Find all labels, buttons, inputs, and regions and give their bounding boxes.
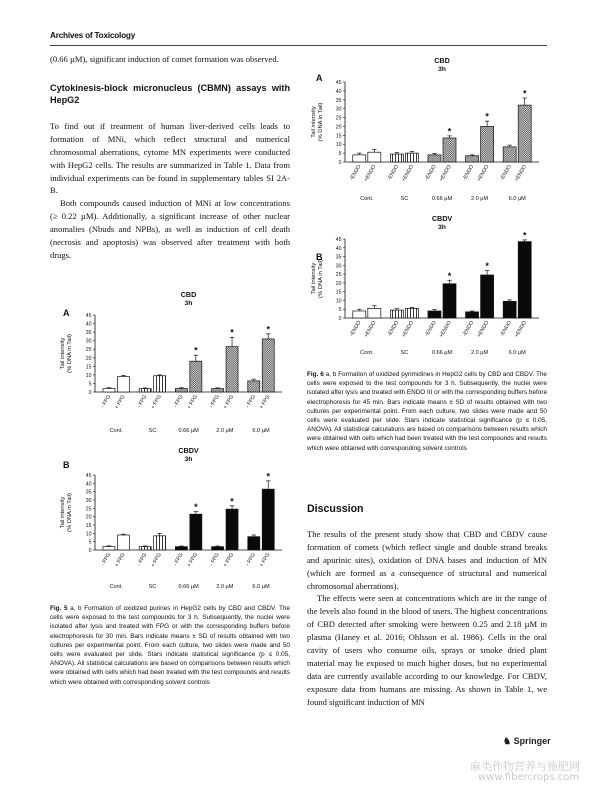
fig5b-bar-label-7: + FPG: [222, 552, 236, 569]
fig6a-bar-9: [518, 105, 531, 162]
fig6b-star-7: *: [485, 261, 489, 272]
fig5a-group-label-3: 2.0 µM: [216, 428, 234, 434]
fig5a-bar-4: [175, 389, 187, 392]
fig5b-ytick-label-7: 35: [85, 489, 92, 496]
fig6b-star-5: *: [447, 270, 452, 281]
fig5a-group-label-4: 6.0 µM: [252, 428, 270, 434]
fig5a-group-label-1: SC: [148, 428, 157, 434]
fig5a-ytick-label-0: 0: [88, 390, 92, 396]
fig6-caption: [307, 370, 547, 453]
fig5b-bar-label-3: + FPG: [150, 552, 163, 569]
fig5b-bar-0: [103, 547, 115, 550]
fig6b-bar-0: [353, 311, 366, 318]
fig5a-panel-label: A: [63, 308, 70, 318]
fig5b-bar-label-4: - FPG: [172, 552, 185, 567]
fig6a-ytick-label-0: 0: [338, 160, 342, 166]
fig5a-ytick-label-3: 15: [85, 364, 92, 371]
fig5b-bar-label-6: - FPG: [208, 552, 221, 567]
fig5b-group-label-4: 6.0 µM: [252, 584, 270, 590]
fig6b-ytick-label-9: 45: [335, 237, 342, 243]
fig5b-star-5: *: [194, 502, 198, 513]
fig5b-group-label-0: Cont.: [109, 584, 123, 590]
fig6a-bar-6: [466, 156, 479, 162]
springer-label: Springer: [513, 736, 551, 746]
fig6a-ylabel-line2: (% DNA in Tail): [318, 102, 324, 142]
fig6a-bar-8: [503, 147, 516, 162]
fig5b-ytick-label-0: 0: [88, 548, 92, 554]
fig6a-bar-0: [353, 155, 366, 162]
fig6a-subtitle: 3h: [438, 66, 446, 73]
fig6a-bar-label-0: -ENDO: [348, 164, 363, 182]
fig6a-group-label-2: 0.66 µM: [431, 196, 453, 202]
fig6b-bar-label-0: -ENDO: [348, 320, 363, 338]
fig6a-ytick-label-9: 45: [335, 80, 342, 86]
fig6b-bar-9: [518, 242, 531, 318]
fig6b-bar-label-8: -ENDO: [499, 320, 513, 338]
fig5b-ytick-label-4: 20: [85, 514, 92, 521]
fig6b-group-label-2: 0.66 µM: [431, 350, 453, 356]
fig6a-bar-label-3: +ENDO: [400, 164, 416, 183]
fig6-caption-label: Fig. 6: [307, 371, 324, 378]
fig6b-ytick-label-7: 35: [335, 254, 342, 261]
fig5a-ytick-label-2: 10: [85, 372, 92, 379]
discussion-title: Discussion: [307, 503, 364, 515]
fig6-caption-text: a, b Formation of oxidized pyrimidines in HepG2 cells by CBD and CBDV. The cells were exposed to the test compounds for 3 h. Subsequently, the nuclei were isolated after lysis and treated with ENDO III or with the corresponding buffers before electrophoresis for 45 min. Bars indicate means ± SD of results obtained with two cultures per experimental point. From each culture, two slides were made and 50 cells were evaluated per slide. Stars indicate statistical significance (p ≤ 0.05, ANOVA). All statistical calculations are based on comparisons between results which were obtained with cells which had been treated with the test compounds and results which were obtained with corresponding solvent controls: [307, 371, 548, 452]
fig6b-ylabel-line1: Tail intensity: [311, 262, 317, 295]
fig5a-ytick-label-9: 45: [85, 313, 92, 319]
fig5b-ylabel-line2: (% DNA in Tail): [67, 493, 73, 532]
fig6a-bar-7: [481, 126, 494, 162]
left-column-text: [50, 53, 290, 262]
fig5a-bar-label-9: + FPG: [258, 394, 272, 411]
fig5a-ytick-label-4: 20: [85, 355, 92, 362]
fig5b-ytick-label-6: 30: [85, 498, 92, 504]
fig5-caption-text: a, b Formation of oxidized purines in HepG2 cells by CBD and CBDV. The cells were exposed to the test compounds for 3 h. Subsequently, the nuclei were isolated after lysis and treated with FPG or with the corresponding buffers before electrophoresis for 30 min. Bars indicate means ± SD of results obtained with two cultures per experimental point. From each culture, two slides were made and 50 cells were evaluated per slide. Stars indicate statistical significance (p ≤ 0.05, ANOVA). All statistical calculations are based on comparisons between results which were obtained with cells which had been treated with the test compounds and results which were obtained with corresponding solvent controls: [50, 605, 290, 686]
fig5a-bar-label-3: + FPG: [150, 394, 163, 411]
fig6b-bar-label-3: +ENDO: [400, 320, 416, 339]
fig5a-bar-9: [262, 339, 274, 392]
fig5b-bar-1: [117, 535, 129, 550]
fig5a-subtitle: 3h: [184, 300, 193, 307]
discussion-paragraph-2: The effects were seen at concentrations which are in the range of the levels also found in the blood of users. The highest concentrations of CBD detected after smoking were between 0.25 and 2.18 µM in plasma (Haney et al. 2016; Ohlsson et al. 1986). Cells in the oral cavity of users who consume oils, sprays or smoke dried plant material may be exposed to much higher doses, but no experimental data are currently available according to our knowledge. For CBDV, exposure data from humans are missing. As shown in Table 1, we found significant induction of MN: [307, 593, 547, 707]
fig6a-ytick-label-6: 30: [335, 106, 342, 113]
fig5a-bar-label-6: - FPG: [208, 394, 221, 409]
fig5a-bar-8: [248, 381, 260, 392]
fig5a-star-7: *: [230, 327, 234, 338]
fig5b-bar-label-2: - FPG: [136, 552, 149, 567]
fig6a-bar-label-5: +ENDO: [438, 164, 453, 183]
fig5a-bar-5: [190, 361, 202, 392]
fig5a-bar-label-5: + FPG: [186, 394, 200, 411]
springer-horse-icon: ♞: [503, 736, 512, 746]
fig6b-chart: [307, 212, 547, 368]
fig6b-bar-6: [466, 312, 479, 318]
fig5b-bar-8: [248, 537, 260, 550]
fig6a-bar-4: [428, 155, 441, 162]
fig6b-group-label-3: 2.0 µM: [470, 350, 489, 356]
cbmn-paragraph-2: Both compounds caused induction of MNi at low concentrations (≥ 0.22 µM). Additionally, a significant increase of other nuclear anomalies (Nbuds and NPBs), as well as induction of cell death (necrosis and apoptosis) was observed after treatment with both drugs.: [50, 198, 290, 260]
fig5a-bar-label-2: - FPG: [136, 394, 149, 409]
fig5b-bar-6: [212, 547, 224, 550]
fig6b-subtitle: 3h: [438, 224, 446, 231]
fig6b-bar-2: [390, 310, 403, 318]
fig6b-ytick-label-1: 5: [338, 307, 342, 314]
fig6b-bar-label-7: +ENDO: [476, 320, 491, 339]
fig5b-panel-label: B: [63, 460, 70, 470]
fig6a-ytick-label-8: 40: [335, 88, 342, 95]
fig6a-bar-label-8: -ENDO: [499, 164, 513, 182]
watermark-url: www.fibercrops.com: [478, 772, 580, 783]
fig5b-bar-label-0: - FPG: [100, 552, 113, 567]
cbmn-paragraph-1-text: To find out if treatment of human liver-derived cells leads to formation of MNi, which reflect structural and numerical chromosomal aberrations, cytome MN experiments were conducted with HepG2 cells. The results are summarized in Table 1. Data from individual experiments can be found in supplementary tables SI 2A-B.: [50, 120, 290, 196]
fig5b-bar-label-1: + FPG: [113, 552, 127, 569]
fig5b-ylabel-line1: Tail intensity: [60, 496, 66, 529]
fig6a-group-label-1: SC: [400, 196, 409, 202]
fig6a-bar-5: [443, 138, 456, 162]
fig6b-ytick-label-4: 20: [335, 280, 342, 287]
springer-logo: [503, 736, 551, 747]
fig6a-title: CBD: [434, 56, 450, 65]
cbmn-paragraph-1: [50, 120, 290, 197]
fig5b-subtitle: 3h: [184, 456, 193, 463]
fig6b-ytick-label-0: 0: [338, 316, 342, 322]
fig6a-bar-label-7: +ENDO: [476, 164, 491, 183]
fig6b-bar-8: [503, 301, 516, 318]
fig6a-ytick-label-1: 5: [338, 151, 342, 158]
fig6b-star-9: *: [522, 230, 527, 241]
fig6b-group-label-1: SC: [400, 350, 409, 356]
journal-header: Archives of Toxicology: [50, 31, 136, 40]
fig6b-bar-label-6: -ENDO: [461, 320, 476, 338]
fig5b-bar-label-9: + FPG: [258, 552, 272, 569]
fig6b-panel-label: B: [316, 252, 323, 262]
fig5b-bar-4: [175, 547, 187, 550]
fig6b-bar-label-2: -ENDO: [386, 320, 401, 338]
fig5a-chart: [50, 285, 290, 455]
fig5a-ylabel-line2: (% DNA in Tail): [67, 334, 73, 373]
fig5b-group-label-3: 2.0 µM: [216, 584, 234, 590]
fig5b-bar-label-8: - FPG: [244, 552, 257, 567]
fig5b-group-label-1: SC: [148, 584, 157, 590]
fig6a-chart: [307, 55, 547, 213]
fig6a-bar-label-1: +ENDO: [363, 164, 378, 183]
fig5a-bar-1: [117, 377, 129, 392]
fig6a-bar-label-2: -ENDO: [386, 164, 401, 182]
fig6b-bar-1: [368, 308, 381, 318]
fig6a-bar-3: [405, 153, 418, 162]
fig5a-bar-label-8: - FPG: [244, 394, 257, 409]
fig5b-bar-9: [262, 489, 274, 550]
fig6b-bar-4: [428, 311, 441, 318]
fig5a-bar-2: [139, 389, 151, 392]
fig5a-ylabel-line1: Tail intensity: [60, 337, 66, 370]
fig5b-bar-3: [154, 536, 166, 550]
fig5b-ytick-label-1: 5: [88, 539, 92, 546]
fig6a-ylabel-line1: Tail intensity: [311, 106, 317, 138]
fig6b-group-label-0: Cont.: [360, 350, 374, 356]
fig6b-bar-label-4: -ENDO: [424, 320, 438, 338]
fig6b-bar-7: [481, 275, 494, 318]
fig6a-star-5: *: [447, 126, 452, 137]
section-title-cbmn: Cytokinesis-block micronucleus (CBMN) assays with HepG2: [50, 82, 290, 105]
intro-text: (0.66 µM), significant induction of comet formation was observed.: [50, 54, 279, 64]
fig6a-ytick-label-7: 35: [335, 97, 342, 104]
fig5b-bar-5: [190, 514, 202, 550]
fig6a-bar-label-4: -ENDO: [424, 164, 438, 182]
fig5a-bar-label-1: + FPG: [113, 394, 127, 411]
fig6b-ytick-label-5: 25: [335, 272, 342, 279]
fig6a-group-label-3: 2.0 µM: [470, 196, 489, 202]
fig5b-chart: [50, 445, 290, 600]
fig5-caption: [50, 604, 290, 687]
fig6b-bar-label-1: +ENDO: [363, 320, 378, 339]
fig5b-ytick-label-2: 10: [85, 531, 92, 538]
fig6b-group-label-4: 6.0 µM: [508, 350, 526, 356]
fig5b-star-9: *: [266, 471, 271, 482]
fig6b-bar-5: [443, 284, 456, 318]
fig5b-ytick-label-8: 40: [85, 481, 92, 488]
fig5a-bar-label-0: - FPG: [100, 394, 113, 409]
watermark-cn: 麻类作物营养与施肥网: [470, 760, 580, 773]
fig5a-ytick-label-6: 30: [85, 338, 92, 345]
fig5a-star-9: *: [266, 324, 271, 335]
fig5b-title: CBDV: [178, 446, 199, 455]
fig5b-star-7: *: [230, 496, 234, 507]
fig5a-ytick-label-1: 5: [88, 381, 92, 388]
fig5b-group-label-2: 0.66 µM: [178, 584, 199, 590]
fig5a-bar-label-4: - FPG: [172, 394, 185, 409]
fig5a-bar-6: [212, 389, 224, 392]
fig5a-title: CBD: [180, 290, 197, 299]
fig6b-bar-label-5: +ENDO: [438, 320, 453, 339]
fig6a-panel-label: A: [316, 73, 323, 83]
fig5b-ytick-label-3: 15: [85, 523, 92, 529]
fig6a-bar-label-9: +ENDO: [513, 164, 528, 183]
fig5b-bar-2: [139, 547, 151, 550]
fig6a-star-7: *: [485, 111, 489, 122]
fig5a-group-label-0: Cont.: [109, 428, 123, 434]
fig6a-group-label-0: Cont.: [360, 196, 374, 202]
discussion-paragraph-1: The results of the present study show that CBD and CBDV cause formation of comets (which reflect single and double strand breaks and apurinic sites), oxidation of DNA bases and induction of MN (which are formed as a consequence of structural and numerical chromosomal aberrations).: [307, 528, 547, 591]
fig5a-ytick-label-8: 40: [85, 321, 92, 328]
fig5a-ytick-label-5: 25: [85, 347, 92, 354]
fig6b-ytick-label-6: 30: [335, 263, 342, 270]
fig6a-bar-2: [390, 154, 403, 162]
fig6b-ytick-label-3: 15: [335, 289, 342, 296]
fig5-caption-label: Fig. 5: [50, 605, 68, 612]
fig6a-ytick-label-3: 15: [335, 133, 342, 140]
fig5b-ytick-label-5: 25: [85, 506, 92, 513]
fig5a-group-label-2: 0.66 µM: [178, 428, 199, 434]
fig5b-bar-7: [226, 509, 238, 550]
fig6b-bar-label-9: +ENDO: [513, 320, 528, 339]
fig6a-ytick-label-5: 25: [335, 115, 342, 122]
fig5b-bar-label-5: + FPG: [186, 552, 200, 569]
fig6b-ylabel-line2: (% DNA in Tail): [318, 259, 324, 298]
fig5a-ytick-label-7: 35: [85, 330, 92, 337]
fig6b-bar-3: [405, 308, 418, 318]
fig6a-group-label-4: 6.0 µM: [508, 196, 526, 202]
fig6a-bar-label-6: -ENDO: [461, 164, 476, 182]
fig6a-star-9: *: [522, 88, 527, 99]
fig5a-bar-7: [226, 347, 238, 392]
fig5a-bar-3: [154, 376, 166, 392]
fig5a-bar-label-7: + FPG: [222, 394, 236, 411]
fig5a-star-5: *: [194, 345, 198, 356]
fig6a-ytick-label-2: 10: [335, 142, 342, 149]
discussion-section: [307, 503, 547, 709]
fig6a-bar-1: [368, 152, 381, 162]
fig6b-title: CBDV: [431, 214, 453, 223]
fig6b-ytick-label-2: 10: [335, 298, 342, 305]
fig5b-ytick-label-9: 45: [85, 473, 92, 479]
fig6b-ytick-label-8: 40: [335, 245, 342, 252]
fig6a-ytick-label-4: 20: [335, 124, 342, 131]
header-rule: [50, 45, 547, 46]
fig5a-bar-0: [103, 389, 115, 392]
